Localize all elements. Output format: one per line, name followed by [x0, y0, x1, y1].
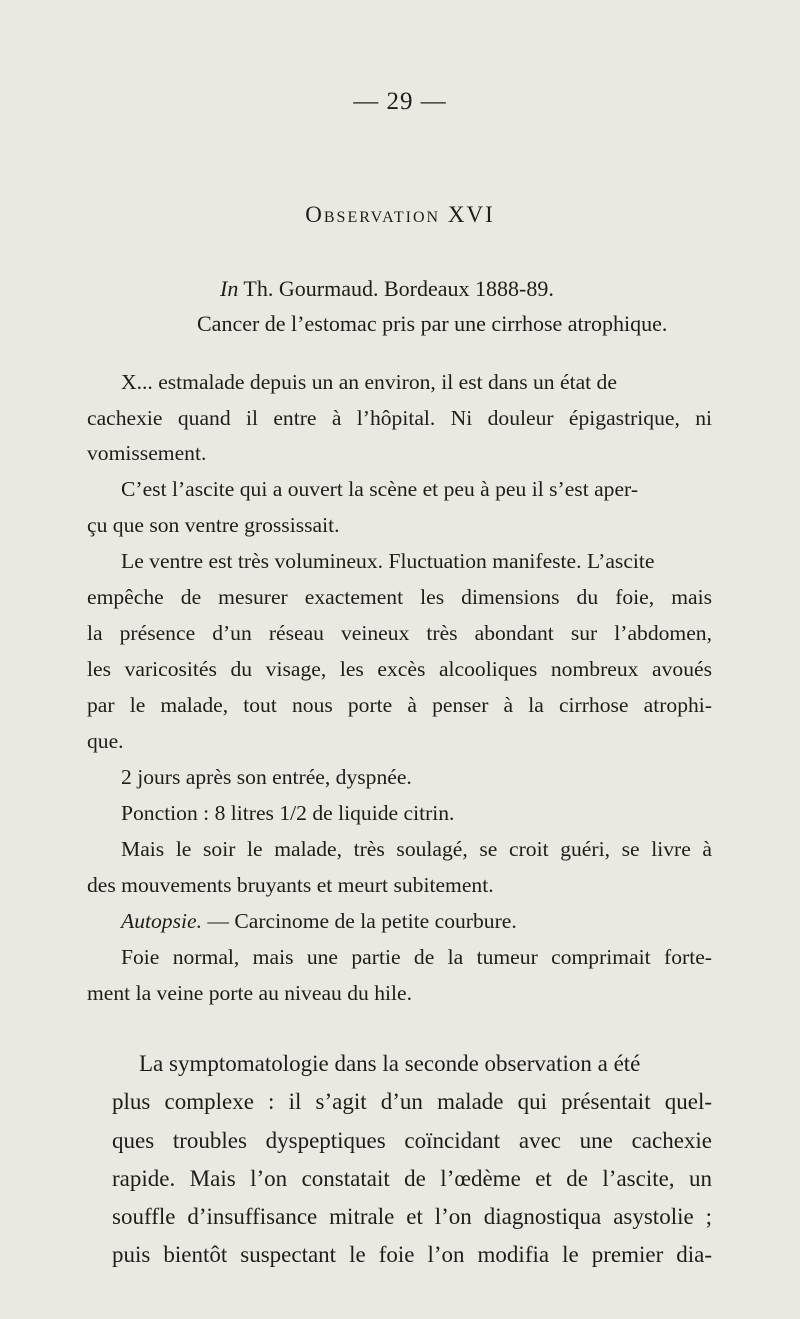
observation-line: Ponction : 8 litres 1/2 de liquide citrin. [121, 801, 455, 825]
observation-line: des mouvements bruyants et meurt subitement. [87, 873, 494, 897]
observation-line: vomissement. [87, 441, 207, 465]
source-prefix: In [220, 276, 239, 301]
observation-line: empêche de mesurer exactement les dimensions du foie, mais [87, 585, 712, 609]
commentary-line: souffle d’insuffisance mitrale et l’on diagnostiqua asystolie ; [112, 1204, 712, 1229]
observation-line: que. [87, 729, 124, 753]
observation-line: 2 jours après son entrée, dyspnée. [121, 765, 412, 789]
observation-line: C’est l’ascite qui a ouvert la scène et peu à peu il s’est aper- [121, 477, 639, 501]
observation-line: Foie normal, mais une partie de la tumeur comprimait forte- [121, 945, 712, 969]
observation-line: ment la veine porte au niveau du hile. [87, 981, 412, 1005]
commentary-line: ques troubles dyspeptiques coïncidant avec une cachexie [112, 1128, 712, 1153]
autopsy-line [121, 911, 517, 933]
observation-line: la présence d’un réseau veineux très abondant sur l’abdomen, [87, 621, 712, 645]
observation-line: çu que son ventre grossissait. [87, 513, 340, 537]
observation-line: Le ventre est très volumineux. Fluctuation manifeste. L’ascite [121, 549, 655, 573]
observation-heading: Observation XVI [305, 202, 495, 227]
commentary-line: plus complexe : il s’agit d’un malade qui présentait quel- [112, 1089, 712, 1114]
case-title: Cancer de l’estomac pris par une cirrhose atrophique. [197, 311, 668, 336]
observation-line: cachexie quand il entre à l’hôpital. Ni douleur épigastrique, ni [87, 406, 712, 430]
case-source [220, 276, 554, 302]
source-reference: Th. Gourmaud. Bordeaux 1888-89. [238, 276, 554, 301]
autopsy-text: — Carcinome de la petite courbure. [201, 909, 517, 933]
observation-line: par le malade, tout nous porte à penser à la cirrhose atrophi- [87, 693, 712, 717]
observation-line: les varicosités du visage, les excès alcooliques nombreux avoués [87, 657, 712, 681]
page-number: — 29 — [353, 88, 447, 115]
autopsy-label: Autopsie. [121, 909, 202, 933]
observation-line: Mais le soir le malade, très soulagé, se croit guéri, se livre à [121, 837, 712, 861]
observation-line: X... estmalade depuis un an environ, il est dans un état de [121, 370, 617, 394]
commentary-line: La symptomatologie dans la seconde observation a été [139, 1051, 641, 1076]
commentary-line: puis bientôt suspectant le foie l’on modifia le premier dia- [112, 1242, 712, 1267]
commentary-line: rapide. Mais l’on constatait de l’œdème et de l’ascite, un [112, 1166, 712, 1191]
